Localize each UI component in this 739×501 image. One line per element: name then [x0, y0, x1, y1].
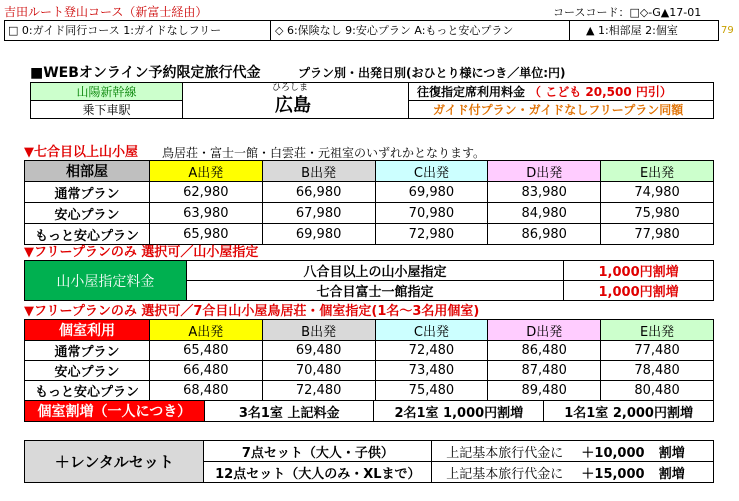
price-cell: 67,980: [262, 203, 375, 224]
col-b: B出発: [262, 320, 375, 341]
price-cell: 66,480: [149, 361, 262, 381]
price-cell: 69,980: [375, 182, 488, 203]
plan-label: 安心プラン: [25, 361, 150, 381]
rental-suffix: 割増: [658, 445, 685, 461]
hut-option-label: 七合目富士一館指定: [186, 281, 563, 301]
price-cell: 75,480: [375, 381, 488, 401]
price-cell: 89,480: [488, 381, 601, 401]
price-cell: 63,980: [149, 203, 262, 224]
price-cell: 72,980: [375, 224, 488, 245]
price-cell: 69,980: [262, 224, 375, 245]
course-code: コースコード：□◇-G▲17-01: [553, 6, 702, 19]
price-cell: 84,980: [488, 203, 601, 224]
price-cell: 77,980: [601, 224, 714, 245]
rental-table: [24, 440, 714, 483]
seat-fee-label: 往復指定席利用料金: [417, 85, 526, 99]
table-row: [25, 203, 714, 224]
option-insurance: ◇ 6:保険なし 9:安心プラン A:もっと安心プラン: [275, 24, 514, 37]
rental-amount: ＋10,000: [581, 445, 645, 461]
rental-set: 7点セット（大人・子供）: [204, 441, 432, 462]
price-cell: 62,980: [149, 182, 262, 203]
rental-price-row: [432, 462, 714, 483]
rental-suffix: 割増: [658, 466, 685, 482]
price-cell: 70,980: [375, 203, 488, 224]
surcharge-table: [24, 400, 714, 422]
shared-room-table: [24, 160, 714, 245]
child-fee: （ こども 20,500 円引）: [529, 85, 672, 99]
price-cell: 65,480: [149, 341, 262, 361]
plan-label: もっと安心プラン: [25, 224, 150, 245]
col-b: B出発: [262, 161, 375, 182]
col-d: D出発: [488, 320, 601, 341]
col-e: E出発: [601, 320, 714, 341]
fare-heading-sub: プラン別・出発日別(おひとり様につき／単位:円): [298, 66, 566, 80]
line-label: 山陽新幹線: [30, 82, 183, 101]
price-cell: 86,480: [488, 341, 601, 361]
price-cell: 72,480: [375, 341, 488, 361]
price-cell: 70,480: [262, 361, 375, 381]
price-cell: 78,480: [601, 361, 714, 381]
col-a: A出発: [149, 320, 262, 341]
table-row: [25, 361, 714, 381]
hut-option-label: 八合目以上の山小屋指定: [186, 261, 563, 281]
plan-label: 通常プラン: [25, 341, 150, 361]
hut-option-value: 1,000円割増: [564, 261, 714, 281]
surcharge-cell: 3名1室 上記料金: [204, 401, 374, 422]
price-cell: 83,980: [488, 182, 601, 203]
option-guide: □ 0:ガイド同行コース 1:ガイドなしフリー: [8, 24, 222, 37]
room-header: 個室利用: [25, 320, 150, 341]
hut-fee-label: 山小屋指定料金: [25, 261, 187, 301]
price-cell: 73,480: [375, 361, 488, 381]
price-cell: 68,480: [149, 381, 262, 401]
section1-note: 鳥居荘・富士一館・白雲荘・元祖室のいずれかとなります。: [162, 146, 486, 160]
table-row: [25, 224, 714, 245]
price-cell: 77,480: [601, 341, 714, 361]
surcharge-label: 個室割増（一人につき）: [25, 401, 205, 422]
rental-desc: 上記基本旅行代金に: [446, 445, 564, 461]
price-cell: 75,980: [601, 203, 714, 224]
rental-amount: ＋15,000: [581, 466, 645, 482]
price-cell: 87,480: [488, 361, 601, 381]
city-reading: ひろしま: [272, 83, 309, 93]
plan-label: もっと安心プラン: [25, 381, 150, 401]
price-cell: 69,480: [262, 341, 375, 361]
plan-label: 安心プラン: [25, 203, 150, 224]
price-cell: 66,980: [262, 182, 375, 203]
col-c: C出発: [375, 320, 488, 341]
rental-price-row: [432, 441, 714, 462]
rental-desc: 上記基本旅行代金に: [446, 466, 564, 482]
option-room: ▲ 1:相部屋 2:個室: [586, 24, 678, 37]
section2-title: ▼フリープランのみ 選択可／山小屋指定: [24, 245, 259, 260]
fare-heading: ■WEBオンライン予約限定旅行代金: [30, 65, 261, 81]
page-number: 79: [721, 25, 734, 36]
table-row: [25, 381, 714, 401]
price-cell: 65,980: [149, 224, 262, 245]
surcharge-cell: 2名1室 1,000円割増: [374, 401, 544, 422]
plan-label: 通常プラン: [25, 182, 150, 203]
hut-designation-table: [24, 260, 714, 301]
table-row: [25, 341, 714, 361]
price-cell: 74,980: [601, 182, 714, 203]
private-room-table: [24, 319, 714, 401]
col-d: D出発: [488, 161, 601, 182]
surcharge-cell: 1名1室 2,000円割増: [544, 401, 714, 422]
section1-title: ▼七合目以上山小屋: [24, 145, 138, 160]
guide-note: ガイド付プラン・ガイドなしフリープラン同額: [408, 100, 714, 119]
col-a: A出発: [149, 161, 262, 182]
room-header: 相部屋: [25, 161, 150, 182]
section3-title: ▼フリープランのみ 選択可／7合目山小屋鳥居荘・個室指定(1名～3名用個室): [24, 304, 480, 319]
hut-option-value: 1,000円割増: [564, 281, 714, 301]
col-c: C出発: [375, 161, 488, 182]
city-name: 広島: [275, 95, 311, 116]
col-e: E出発: [601, 161, 714, 182]
station-label: 乗下車駅: [30, 100, 183, 119]
price-cell: 80,480: [601, 381, 714, 401]
page-title: 吉田ルート登山コース（新富士経由）: [4, 5, 208, 19]
seat-fee-row: [408, 82, 714, 101]
price-cell: 72,480: [262, 381, 375, 401]
price-cell: 86,980: [488, 224, 601, 245]
table-row: [25, 182, 714, 203]
rental-label: ＋レンタルセット: [25, 441, 204, 483]
rental-set: 12点セット（大人のみ・XLまで）: [204, 462, 432, 483]
